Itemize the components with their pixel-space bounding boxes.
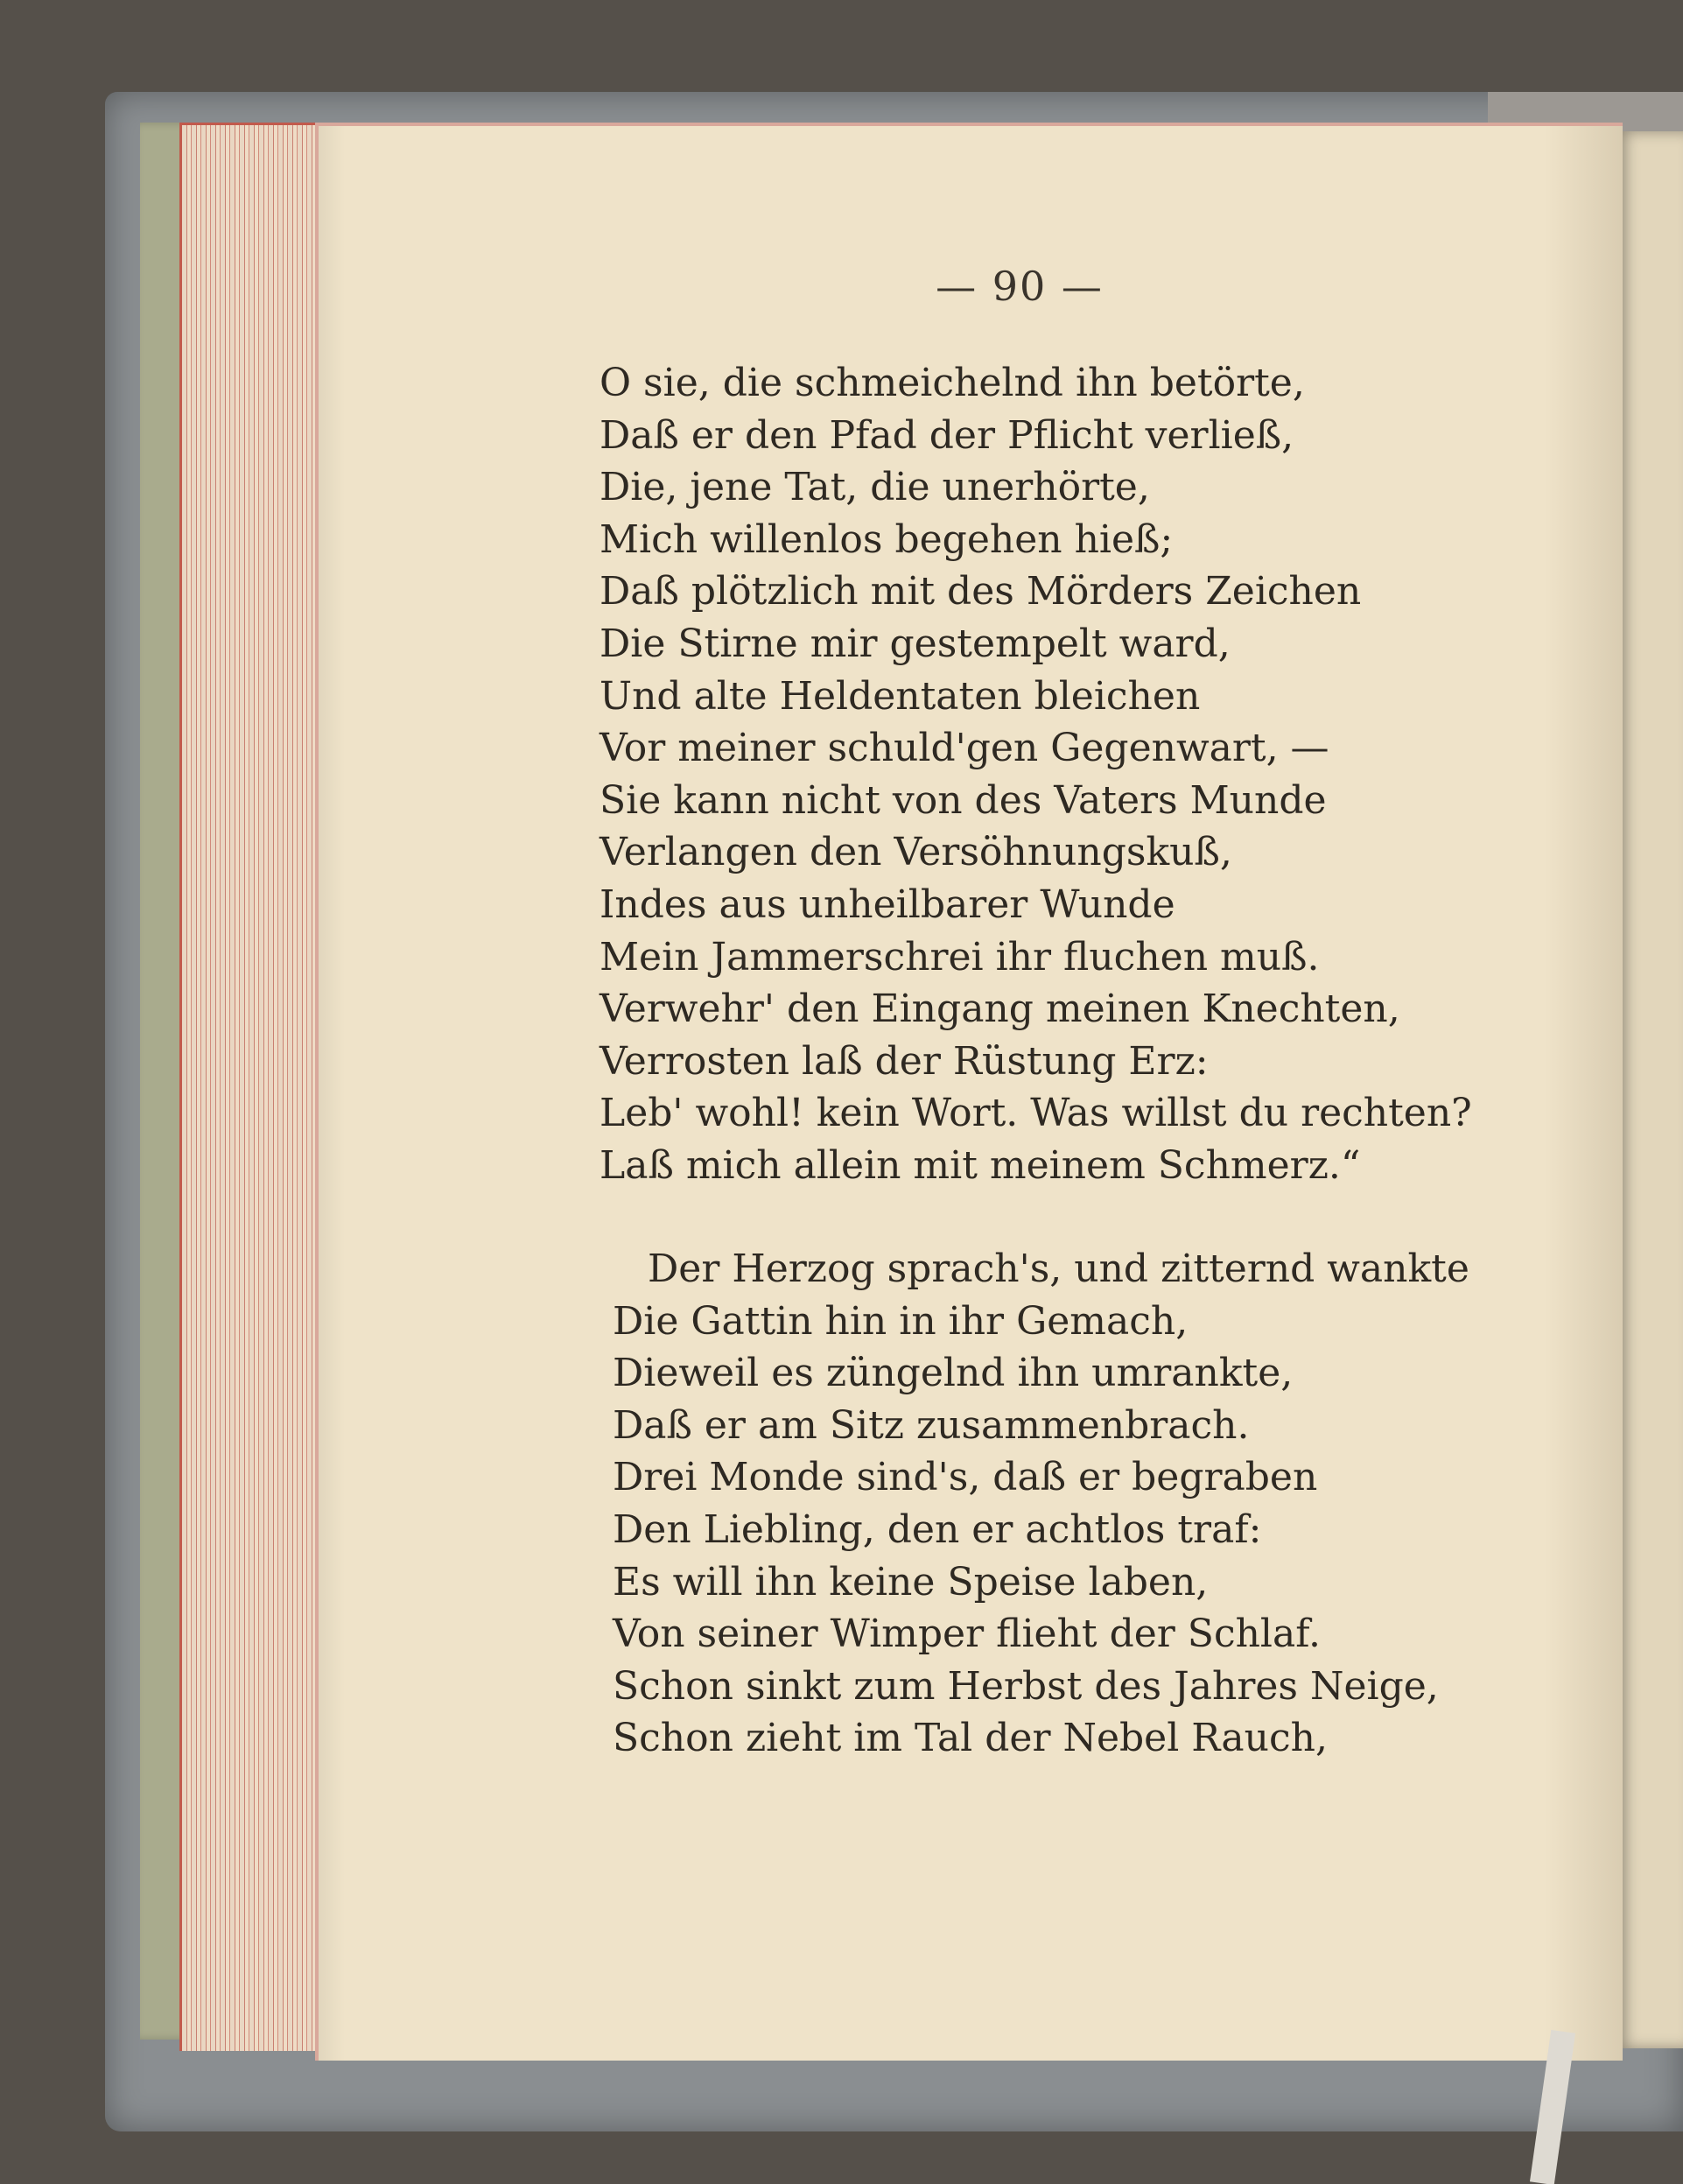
poem-line: Den Liebling, den er achtlos traf: xyxy=(613,1506,1262,1552)
poem-line: Verlangen den Versöhnungskuß, xyxy=(600,830,1232,875)
poem-line: Daß er am Sitz zusammenbrach. xyxy=(613,1402,1250,1448)
poem-line: Indes aus unheilbarer Wunde xyxy=(600,881,1175,927)
facing-page xyxy=(1615,131,1683,2048)
poem-line: Und alte Heldentaten bleichen xyxy=(600,673,1201,719)
poem-line: Die Stirne mir gestempelt ward, xyxy=(600,621,1231,666)
poem-line: Es will ihn keine Speise laben, xyxy=(613,1559,1209,1605)
poem-line: Die Gattin hin in ihr Gemach, xyxy=(613,1298,1189,1344)
poem-line: Schon zieht im Tal der Nebel Rauch, xyxy=(613,1716,1328,1761)
poem-line: O sie, die schmeichelnd ihn betörte, xyxy=(600,361,1305,405)
poem-line: Verrosten laß der Rüstung Erz: xyxy=(600,1038,1209,1084)
poem-line: Der Herzog sprach's, und zitternd wankte xyxy=(648,1246,1469,1291)
poem-line: Verwehr' den Eingang meinen Knechten, xyxy=(600,987,1400,1032)
poem-line: Drei Monde sind's, daß er begraben xyxy=(613,1455,1318,1500)
poem-line: Sie kann nicht von des Vaters Munde xyxy=(600,777,1327,823)
poem-line: Mein Jammerschrei ihr fluchen muß. xyxy=(600,934,1320,980)
poem-line: Vor meiner schuld'gen Gegenwart, — xyxy=(600,726,1329,771)
poem-stanza-1 xyxy=(600,357,1472,1192)
page-edges xyxy=(179,123,331,2051)
poem-line: Daß er den Pfad der Pflicht verließ, xyxy=(600,412,1294,458)
poem-stanza-2 xyxy=(613,1243,1469,1765)
poem-line: Laß mich allein mit meinem Schmerz.“ xyxy=(600,1142,1361,1188)
poem-line: Dieweil es züngelnd ihn umrankte, xyxy=(613,1351,1294,1396)
page-number: — 90 — xyxy=(936,263,1104,310)
poem-line: Die, jene Tat, die unerhörte, xyxy=(600,465,1150,510)
poem-line: Leb' wohl! kein Wort. Was willst du rechten? xyxy=(600,1091,1472,1136)
poem-line: Schon sinkt zum Herbst des Jahres Neige, xyxy=(613,1663,1439,1709)
poem-line: Mich willenlos begehen hieß; xyxy=(600,516,1174,562)
poem-line: Daß plötzlich mit des Mörders Zeichen xyxy=(600,569,1362,614)
poem-line: Von seiner Wimper flieht der Schlaf. xyxy=(613,1612,1321,1657)
